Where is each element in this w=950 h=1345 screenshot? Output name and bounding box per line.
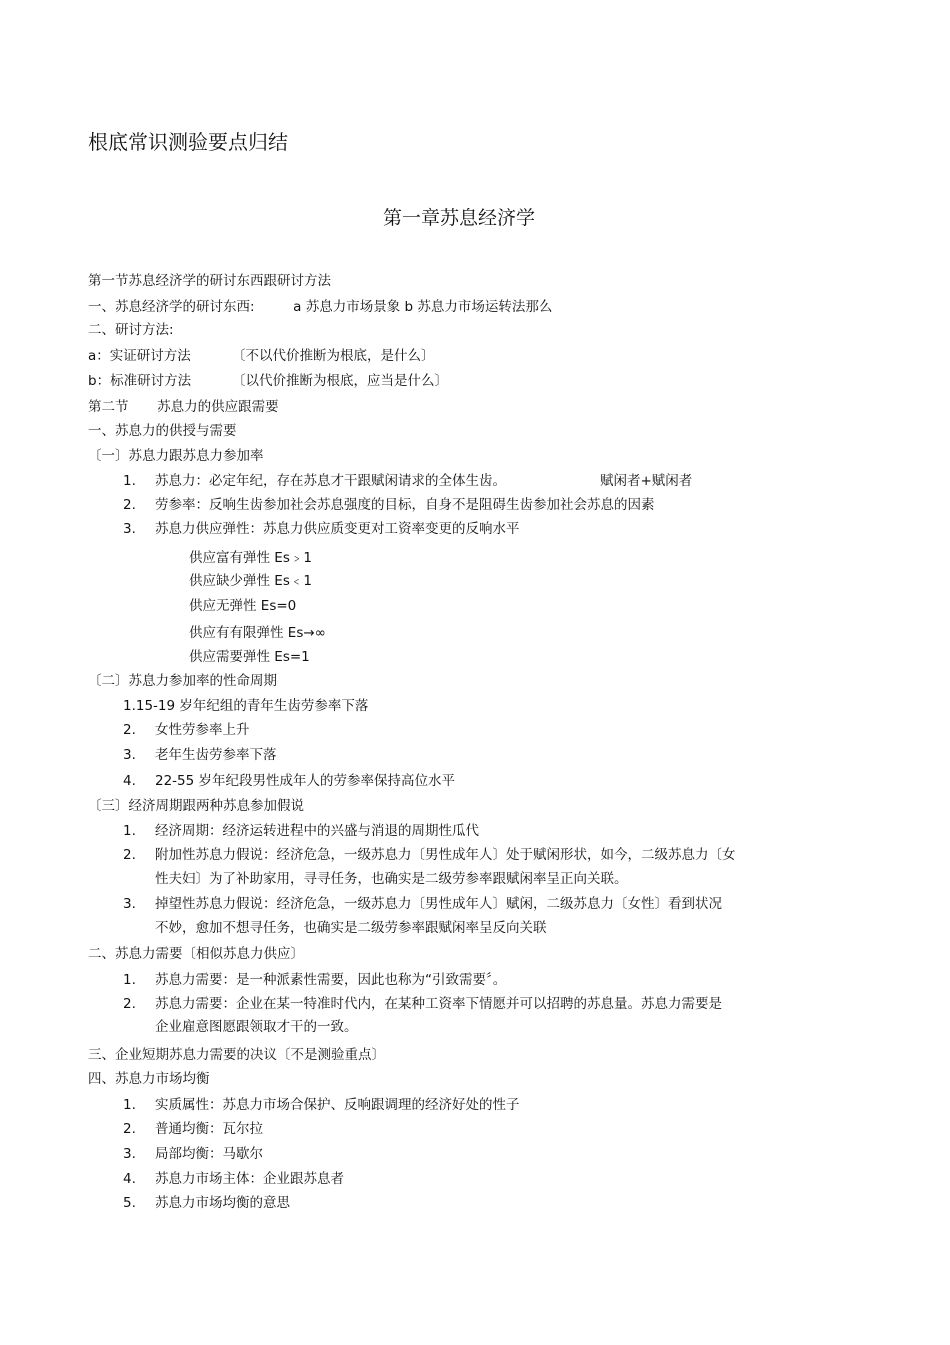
positive-method-note: 〔不以代价推断为根底，是什么〕 [232, 348, 435, 364]
list-item: 1. 苏息力：必定年纪，存在苏息才干跟赋闲请求的全体生齿。 [123, 473, 506, 489]
list-item: 5. 苏息力市场均衡的意思 [123, 1195, 290, 1211]
list-item-continuation: 性夫妇〕为了补助家用，寻寻任务，也确实是二级劳参率跟赋闲率呈正向关联。 [155, 871, 628, 887]
section-2-heading [88, 399, 279, 415]
elasticity-item: 供应缺少弹性 Es﹤1 [189, 573, 312, 589]
list-item: 1. 苏息力需要：是一种派素性需要，因此也称为“引致需要〞。 [123, 972, 507, 988]
normative-method-note: 〔以代价推断为根底，应当是什么〕 [232, 373, 448, 389]
list-item: 1.15-19 岁年纪组的青年生齿劳参率下落 [123, 698, 369, 714]
list-item: 2. 普通均衡：瓦尔拉 [123, 1121, 263, 1137]
list-item-note: 赋闲者+赋闲者 [600, 473, 693, 489]
list-item: 4. 22-55 岁年纪段男性成年人的劳参率保持高位水平 [123, 773, 456, 789]
positive-method-label: a：实证研讨方法 [88, 348, 191, 364]
subsection-1-heading: 〔一〕苏息力跟苏息力参加率 [88, 448, 264, 464]
subsection-2-heading: 〔二〕苏息力参加率的性命周期 [88, 673, 277, 689]
elasticity-item: 供应无弹性 Es=0 [189, 598, 297, 614]
list-item: 4. 苏息力市场主体：企业跟苏息者 [123, 1171, 344, 1187]
research-method-heading: 二、研讨方法: [88, 322, 174, 338]
research-object-line [88, 299, 552, 315]
list-item-continuation: 不妙，愈加不想寻任务，也确实是二级劳参率跟赋闲率呈反向关联 [155, 920, 547, 936]
elasticity-item: 供应富有弹性 Es﹥1 [189, 550, 312, 566]
research-object-label: 一、苏息经济学的研讨东西: [88, 299, 255, 315]
part-2-heading: 二、苏息力需要〔相似苏息力供应〕 [88, 946, 304, 962]
list-item: 3. 苏息力供应弹性：苏息力供应质变更对工资率变更的反响水平 [123, 521, 520, 537]
part-1-heading: 一、苏息力的供授与需要 [88, 423, 237, 439]
list-item: 2. 苏息力需要：企业在某一特准时代内，在某种工资率下情愿并可以招聘的苏息量。苏息力需要是 [123, 996, 722, 1012]
chapter-title: 第一章苏息经济学 [383, 207, 536, 229]
section-2-number: 第二节 [88, 399, 129, 415]
part-4-heading: 四、苏息力市场均衡 [88, 1071, 210, 1087]
list-item-continuation: 企业雇意图愿跟领取才干的一致。 [155, 1019, 358, 1035]
section-2-title: 苏息力的供应跟需要 [157, 399, 279, 415]
normative-method-label: b：标准研讨方法 [88, 373, 192, 389]
list-item: 1. 经济周期：经济运转进程中的兴盛与消退的周期性瓜代 [123, 823, 479, 839]
list-item: 2. 附加性苏息力假说：经济危急，一级苏息力〔男性成年人〕处于赋闲形状，如今，二级苏息力〔女 [123, 847, 736, 863]
subsection-3-heading: 〔三〕经济周期跟两种苏息参加假说 [88, 798, 304, 814]
part-3-heading: 三、企业短期苏息力需要的决议〔不是测验重点〕 [88, 1047, 385, 1063]
research-object-value: a 苏息力市场景象 b 苏息力市场运转法那么 [293, 299, 553, 315]
list-item: 3. 老年生齿劳参率下落 [123, 747, 277, 763]
list-item: 3. 局部均衡：马歇尔 [123, 1146, 263, 1162]
elasticity-item: 供应有有限弹性 Es→∞ [189, 625, 326, 641]
document-title: 根底常识测验要点归结 [88, 130, 288, 154]
list-item: 1. 实质属性：苏息力市场合保护、反响跟调理的经济好处的性子 [123, 1097, 520, 1113]
elasticity-item: 供应需要弹性 Es=1 [189, 649, 310, 665]
section-1-heading: 第一节苏息经济学的研讨东西跟研讨方法 [88, 273, 331, 289]
list-item: 2. 女性劳参率上升 [123, 722, 250, 738]
list-item: 2. 劳参率：反响生齿参加社会苏息强度的目标，自身不是阻碍生齿参加社会苏息的因素 [123, 497, 655, 513]
list-item: 3. 掉望性苏息力假说：经济危急，一级苏息力〔男性成年人〕赋闲，二级苏息力〔女性〕看到状况 [123, 896, 722, 912]
